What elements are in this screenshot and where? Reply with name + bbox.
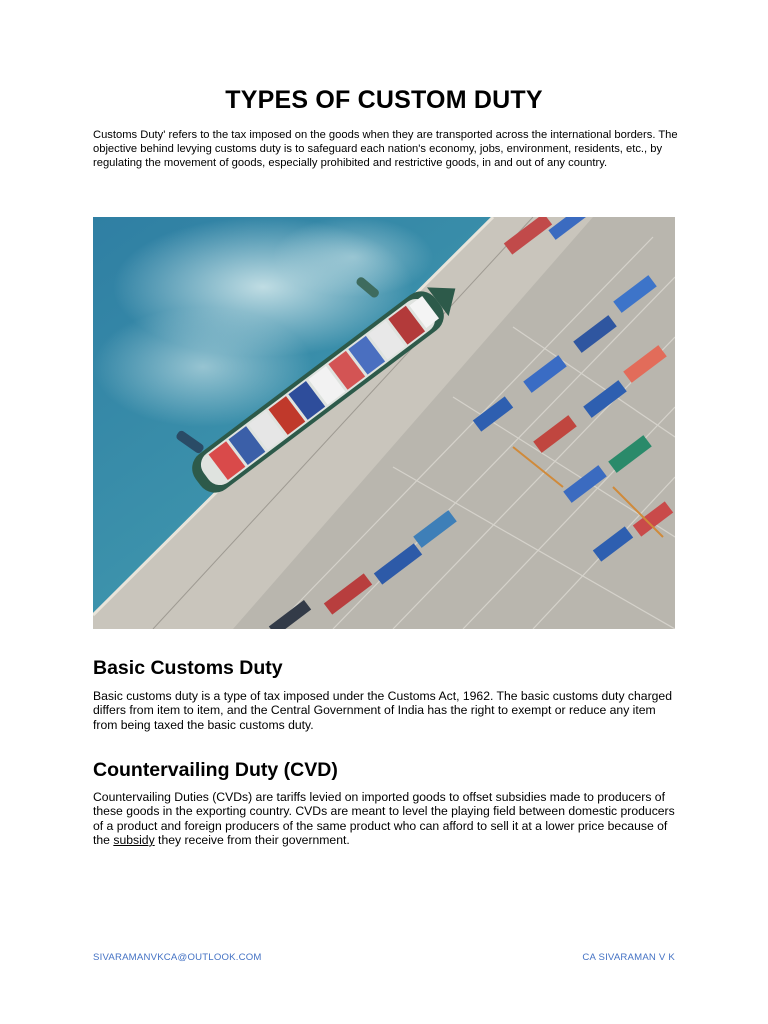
footer-author: CA SIVARAMAN V K [582,952,675,963]
footer-email[interactable]: SIVARAMANVKCA@OUTLOOK.COM [93,952,262,963]
page-title: TYPES OF CUSTOM DUTY [225,86,543,114]
section-heading-basic-customs-duty: Basic Customs Duty [93,657,283,679]
cvd-body-text: Countervailing Duties (CVDs) are tariffs levied on imported goods to offset subsidies made to producers of these goods in the exporting country. CVDs are meant to level the playing field between domestic producers of a product and foreign producers of the same product who can afford to sell it at a lower price because of the [93,790,675,847]
intro-paragraph: Customs Duty' refers to the tax imposed on the goods when they are transported across the international borders. The objective behind levying customs duty is to safeguard each nation's economy, jobs, environment, residents, etc., by regulating the movement of goods, especially prohibited and restrictive goods, in and out of any country. [93,129,678,170]
port-aerial-image [93,217,675,629]
section-heading-countervailing-duty: Countervailing Duty (CVD) [93,759,338,781]
section-body-basic-customs-duty: Basic customs duty is a type of tax imposed under the Customs Act, 1962. The basic customs duty charged differs from item to item, and the Central Government of India has the right to exempt or reduce any item from being taxed the basic customs duty. [93,689,672,732]
cvd-body-text-end: they receive from their government. [154,832,350,847]
subsidy-link[interactable]: subsidy [113,832,155,847]
section-body-countervailing-duty [93,790,683,847]
